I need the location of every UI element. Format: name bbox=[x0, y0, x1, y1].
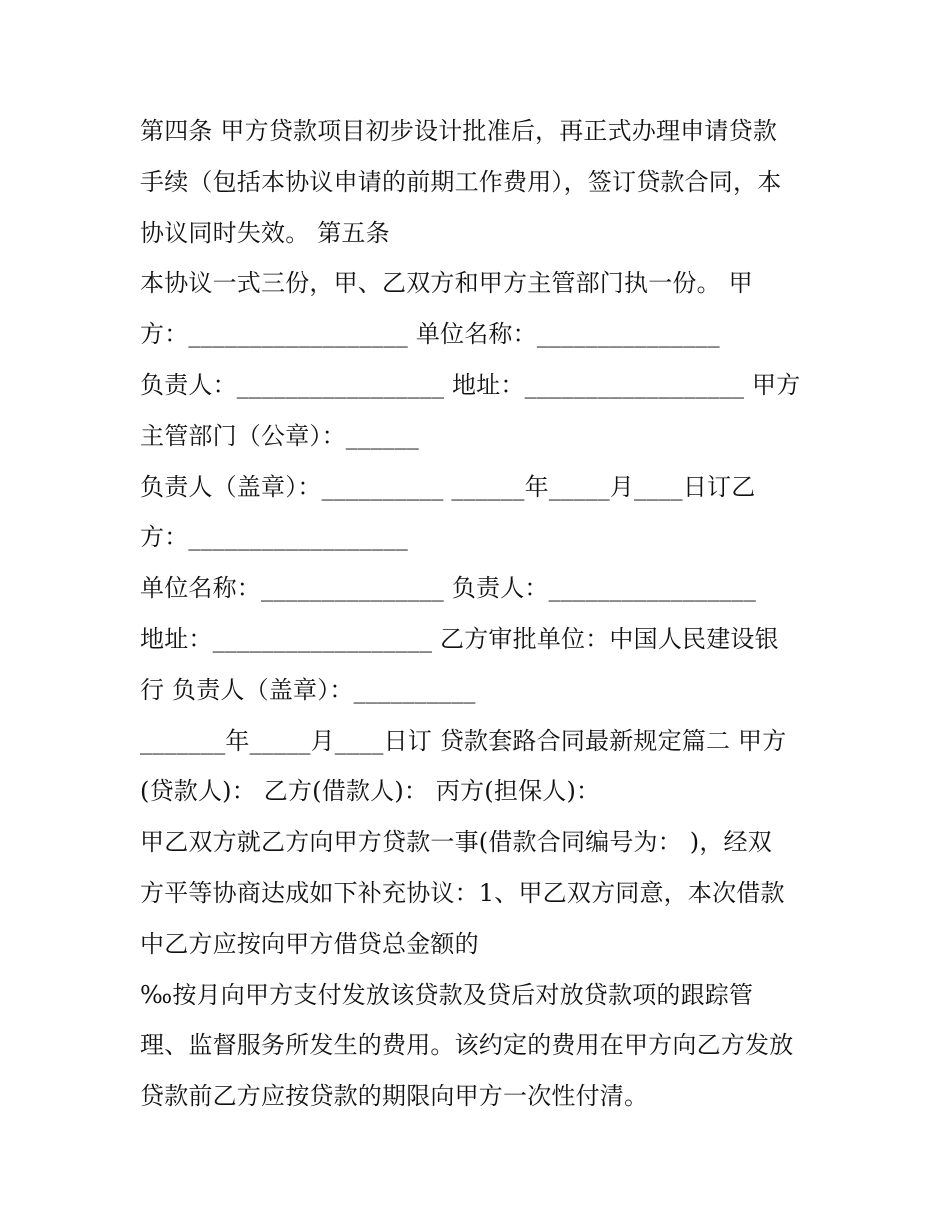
text-line: 方平等协商达成如下补充协议：1、甲乙双方同意，本次借款 bbox=[140, 878, 785, 907]
text-line: 理、监督服务所发生的费用。该约定的费用在甲方向乙方发放 bbox=[140, 1031, 794, 1060]
document-body bbox=[140, 106, 820, 1122]
text-line: 方：__________________ 单位名称：_______________ bbox=[140, 320, 720, 349]
text-line: 甲乙双方就乙方向甲方贷款一事(借款合同编号为： )，经双 bbox=[140, 828, 772, 857]
text-line: _______年_____月____日订 贷款套路合同最新规定篇二 甲方 bbox=[140, 726, 787, 755]
text-line: 单位名称：_______________ 负责人：_________________ bbox=[140, 574, 757, 603]
text-line: 协议同时失效。 第五条 bbox=[140, 218, 390, 247]
text-line: 行 负责人（盖章）：__________ bbox=[140, 675, 476, 704]
text-line: 贷款前乙方应按贷款的期限向甲方一次性付清。 bbox=[140, 1082, 649, 1111]
text-line: 本协议一式三份，甲、乙双方和甲方主管部门执一份。 甲 bbox=[140, 269, 753, 298]
text-line: 手续（包括本协议申请的前期工作费用），签订贷款合同，本 bbox=[140, 167, 782, 196]
text-line: 第四条 甲方贷款项目初步设计批准后，再正式办理申请贷款 bbox=[140, 117, 778, 145]
text-line: 主管部门（公章）：______ bbox=[140, 421, 419, 450]
text-line: 中乙方应按向甲方借贷总金额的 bbox=[140, 929, 479, 958]
text-line: ‰按月向甲方支付发放该贷款及贷后对放贷款项的跟踪管 bbox=[140, 980, 754, 1009]
text-line: 地址：__________________ 乙方审批单位：中国人民建设银 bbox=[140, 624, 779, 653]
text-line: 负责人（盖章）：__________ ______年_____月____日订乙 bbox=[140, 472, 756, 501]
text-line: (贷款人)： 乙方(借款人)： 丙方(担保人)： bbox=[140, 777, 601, 806]
text-line: 负责人：_________________ 地址：__________________ 甲方 bbox=[140, 370, 801, 399]
text-line: 方：__________________ bbox=[140, 523, 408, 552]
